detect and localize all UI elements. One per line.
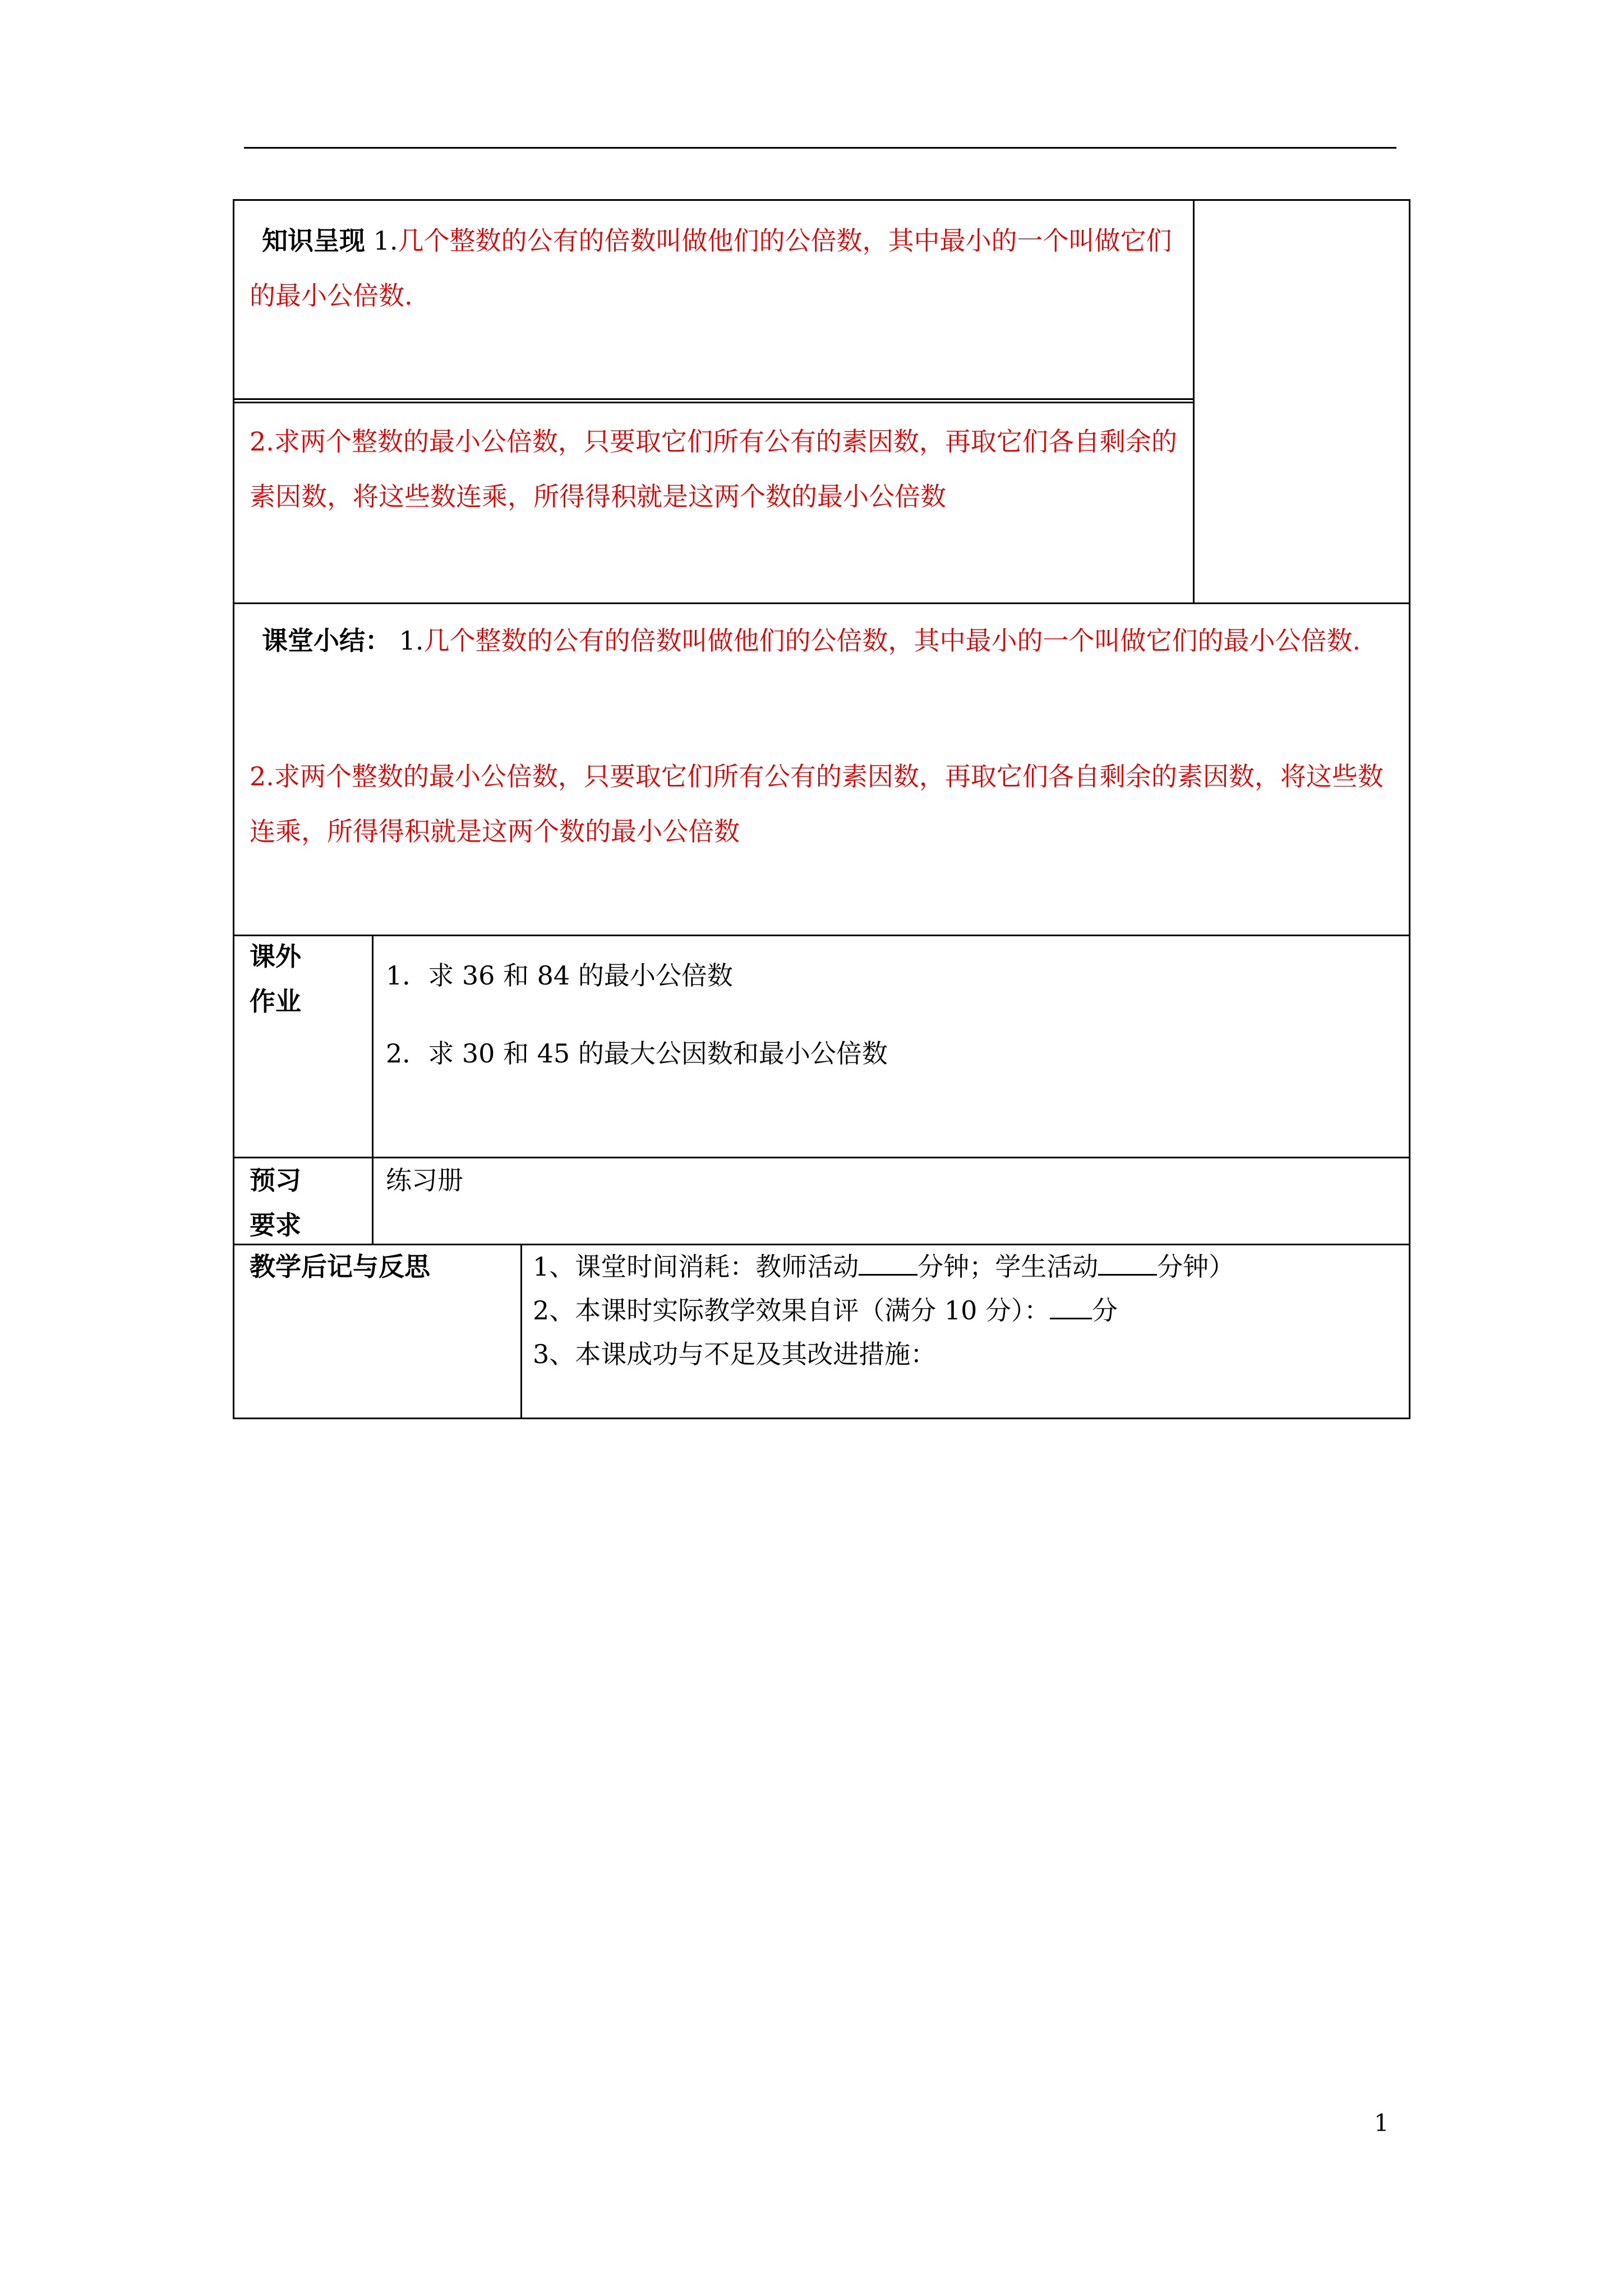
summary-item-1-text: 几个整数的公有的倍数叫做他们的公倍数，其中最小的一个叫做它们的最小公倍数. (423, 625, 1361, 656)
summary-bottom-rule (233, 935, 1410, 936)
reflection-line-2-part-a: 2、本课时实际教学效果自评（满分 10 分）： (533, 1295, 1050, 1326)
knowledge-bottom-rule (233, 602, 1410, 604)
preview-label (250, 1158, 301, 1248)
knowledge-item-1 (250, 213, 1181, 323)
reflection-line-2-part-b: 分 (1092, 1295, 1118, 1326)
page-number: 1 (1374, 2109, 1389, 2137)
homework-item-2: 2．求 30 和 45 的最大公因数和最小公倍数 (386, 1038, 888, 1069)
student-minutes-blank[interactable] (1098, 1251, 1157, 1276)
preview-label-line-1: 预习 (250, 1165, 301, 1195)
reflection-label: 教学后记与反思 (250, 1251, 430, 1282)
header-rule (244, 147, 1396, 149)
reflection-label-divider (520, 1244, 522, 1419)
reflection-line-1 (533, 1244, 1234, 1289)
homework-label-divider (372, 935, 374, 1244)
self-score-blank[interactable] (1050, 1295, 1092, 1319)
knowledge-item-2: 2.求两个整数的最小公倍数，只要取它们所有公有的素因数，再取它们各自剩余的素因数，将这些数连乘，所得得积就是这两个数的最小公倍数 (250, 426, 1177, 512)
homework-label-line-2: 作业 (250, 986, 301, 1016)
summary-item-1-number: 1. (399, 625, 424, 656)
knowledge-label: 知识呈现 (262, 226, 365, 256)
knowledge-right-column-divider (1193, 199, 1195, 603)
summary-label: 课堂小结： (262, 625, 391, 656)
knowledge-inner-rule-1 (233, 398, 1195, 400)
preview-label-line-2: 要求 (250, 1210, 301, 1240)
teacher-minutes-blank[interactable] (859, 1251, 917, 1276)
reflection-line-1-part-c: 分钟） (1157, 1251, 1235, 1282)
summary-item-1 (250, 613, 1402, 668)
homework-label-line-1: 课外 (250, 941, 301, 972)
homework-item-1: 1．求 36 和 84 的最小公倍数 (386, 960, 733, 991)
preview-content: 练习册 (386, 1165, 463, 1195)
homework-label (250, 934, 301, 1024)
knowledge-item-1-number: 1. (373, 226, 398, 256)
reflection-line-1-part-a: 1、课堂时间消耗：教师活动 (533, 1251, 859, 1282)
summary-item-2: 2.求两个整数的最小公倍数，只要取它们所有公有的素因数，再取它们各自剩余的素因数，将这些数连乘，所得得积就是这两个数的最小公倍数 (250, 761, 1384, 846)
reflection-line-1-part-b: 分钟；学生活动 (917, 1251, 1099, 1282)
knowledge-item-1-text: 几个整数的公有的倍数叫做他们的公倍数，其中最小的一个叫做它们的最小公倍数. (250, 226, 1172, 311)
reflection-line-3: 3、本课成功与不足及其改进措施： (533, 1339, 937, 1369)
knowledge-inner-rule-2 (233, 402, 1195, 403)
reflection-line-2 (533, 1288, 1118, 1333)
